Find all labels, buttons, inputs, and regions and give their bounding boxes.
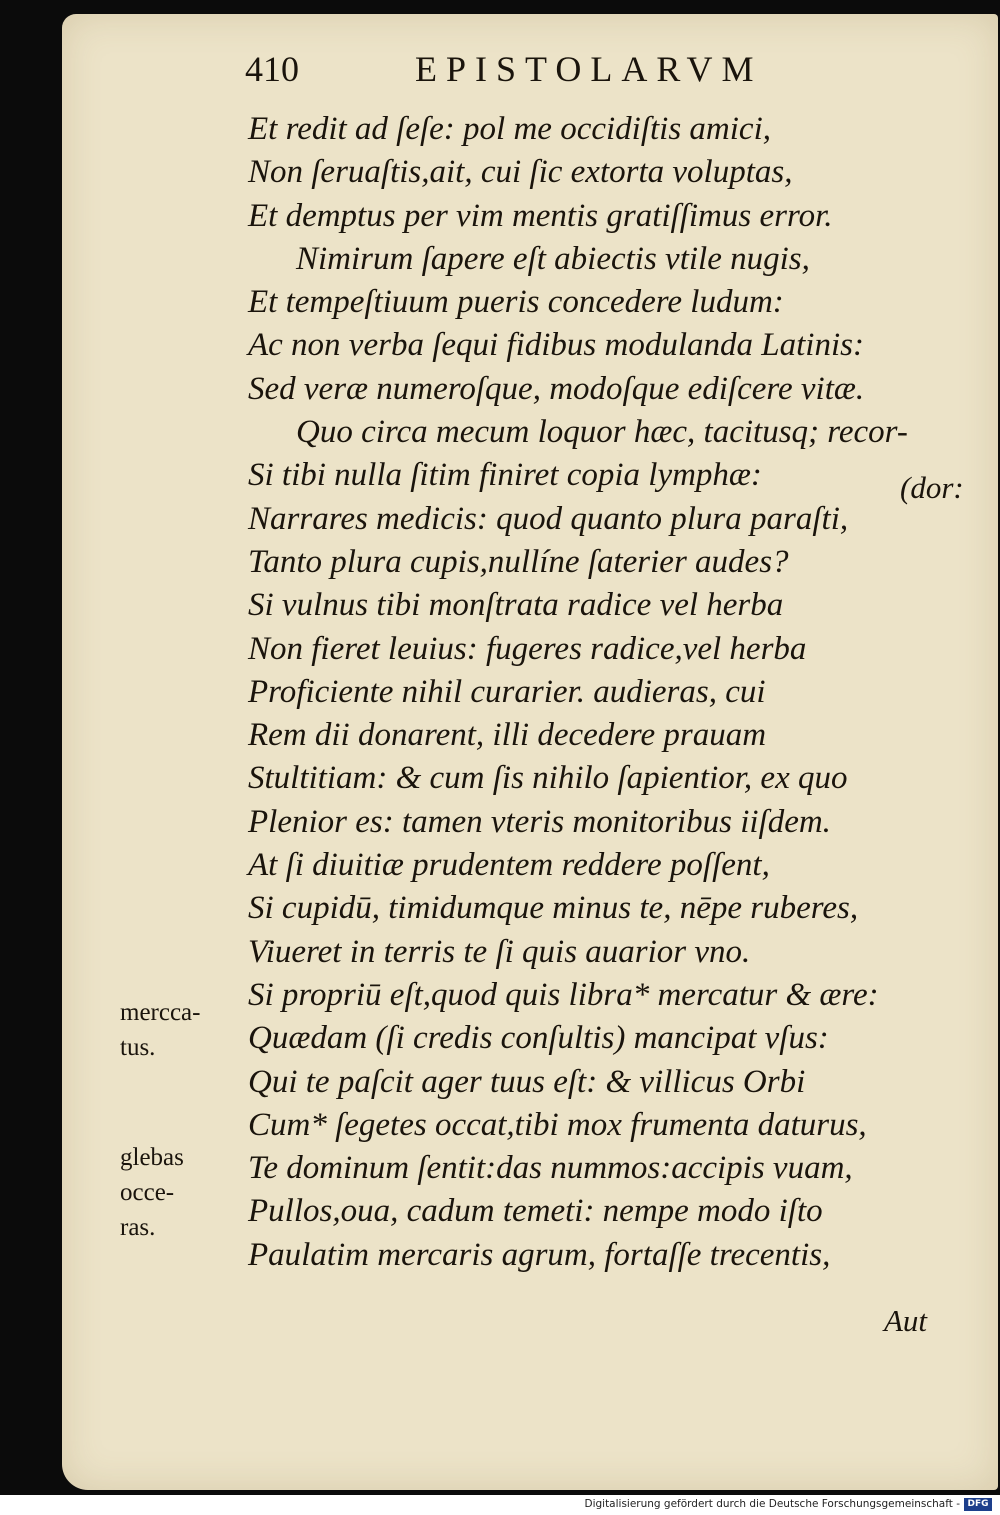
marginal-note-line: glebas (120, 1144, 184, 1171)
marginal-note (120, 1140, 230, 1245)
verse-line: Si vulnus tibi monſtrata radice vel herba (248, 587, 784, 624)
verse-line: Sed veræ numeroſque, modoſque ediſcere vitæ. (248, 370, 865, 407)
verse-line: Te dominum ſentit:das nummos:accipis vuam, (248, 1150, 853, 1187)
verse-line: Si cupidū, timidumque minus te, nēpe ruberes, (248, 890, 859, 927)
overflow-word: (dor: (900, 470, 964, 505)
verse-line: Et demptus per vim mentis gratiſſimus error. (248, 197, 833, 234)
verse-line: Si tibi nulla ſitim finiret copia lymphæ: (248, 457, 762, 494)
verse-line: Non ſeruaſtis,ait, cui ſic extorta voluptas, (248, 154, 793, 191)
marginal-note (120, 995, 230, 1065)
verse-line: At ſi diuitiæ prudentem reddere poſſent, (248, 847, 770, 884)
marginal-note-line: ras. (120, 1214, 156, 1241)
verse-line: Viueret in terris te ſi quis auarior vno. (248, 933, 751, 970)
verse-line: Plenior es: tamen vteris monitoribus iiſdem. (248, 803, 831, 840)
marginal-note-line: mercca- (120, 999, 201, 1026)
verse-text (248, 108, 988, 1277)
verse-line: Quo circa mecum loquor hæc, tacitusq; recor- (296, 414, 908, 451)
verse-line: Proficiente nihil curarier. audieras, cui (248, 673, 766, 710)
running-head (245, 48, 845, 88)
verse-line: Narrares medicis: quod quanto plura paraſti, (248, 500, 849, 537)
verse-line: Cum* ſegetes occat,tibi mox frumenta daturus, (248, 1106, 867, 1143)
verse-line: Et tempeſtiuum pueris concedere ludum: (248, 284, 784, 321)
running-title: EPISTOLARVM (415, 49, 763, 89)
page-number: 410 (245, 49, 299, 89)
verse-line: Et redit ad ſeſe: pol me occidiſtis amici, (248, 111, 771, 147)
verse-line: Quædam (ſi credis conſultis) mancipat vſus: (248, 1020, 829, 1057)
verse-line: Pullos,oua, cadum temeti: nempe modo iſto (248, 1193, 823, 1230)
catchword: Aut (884, 1303, 928, 1338)
verse-line: Tanto plura cupis,nullíne ſaterier audes? (248, 543, 789, 580)
verse-line: Stultitiam: & cum ſis nihilo ſapientior, ex quo (248, 760, 848, 797)
verse-line: Nimirum ſapere eſt abiectis vtile nugis, (296, 240, 810, 277)
verse-line: Rem dii donarent, illi decedere prauam (248, 717, 767, 754)
verse-line: Paulatim mercaris agrum, fortaſſe trecentis, (248, 1236, 831, 1273)
marginal-note-line: tus. (120, 1034, 156, 1061)
verse-line: Ac non verba ſequi fidibus modulanda Latinis: (248, 327, 864, 364)
funding-notice: Digitalisierung gefördert durch die Deutsche Forschungsgemeinschaft - (584, 1498, 960, 1510)
footer-bar (0, 1495, 1000, 1515)
verse-line: Non fieret leuius: fugeres radice,vel herba (248, 630, 807, 667)
marginal-note-line: occe- (120, 1179, 175, 1206)
verse-line: Si propriū eſt,quod quis libra* mercatur & ære: (248, 976, 879, 1013)
verse-line: Qui te paſcit ager tuus eſt: & villicus Orbi (248, 1063, 806, 1100)
dfg-logo-icon: DFG (964, 1498, 992, 1511)
